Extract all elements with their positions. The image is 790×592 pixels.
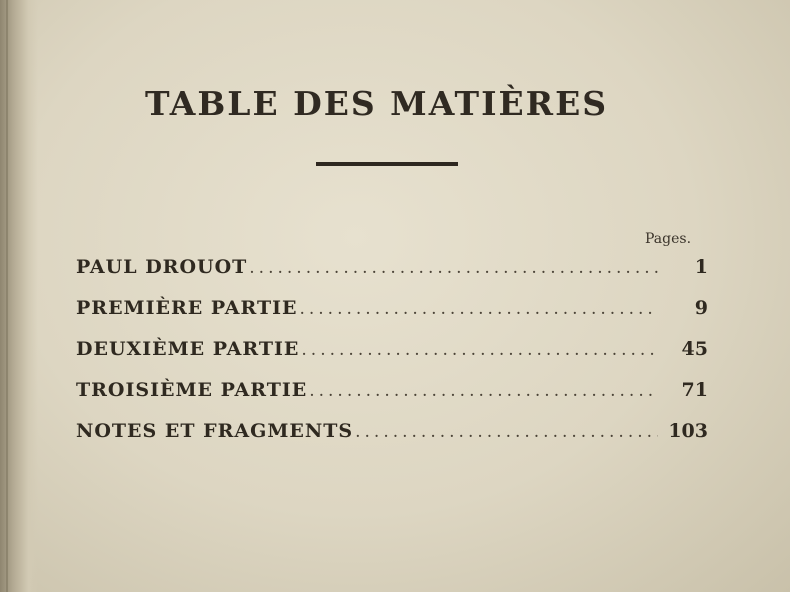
table-of-contents [76,256,708,461]
dot-leader [355,422,658,442]
toc-entry-page-number: 9 [694,297,708,319]
dot-leader [309,381,658,401]
pages-column-label: Pages. [645,231,692,247]
page-title: TABLE DES MATIÈRES [145,84,609,123]
title-rule [316,162,458,166]
page-edge [6,0,8,592]
toc-entry-title: PAUL DROUOT [76,256,248,278]
toc-entry-page-number: 45 [681,338,708,360]
toc-entry-title: PREMIÈRE PARTIE [76,297,298,319]
toc-entry [76,297,708,338]
toc-entry [76,338,708,379]
toc-entry-title: TROISIÈME PARTIE [76,379,308,401]
dot-leader [299,299,658,319]
toc-entry [76,256,708,297]
toc-entry [76,379,708,420]
toc-entry-page-number: 103 [668,420,708,442]
toc-entry-page-number: 1 [694,256,708,278]
dot-leader [249,258,658,278]
toc-entry-title: NOTES ET FRAGMENTS [76,420,354,442]
toc-entry-title: DEUXIÈME PARTIE [76,338,300,360]
toc-entry [76,420,708,461]
toc-entry-page-number: 71 [681,379,708,401]
dot-leader [301,340,658,360]
